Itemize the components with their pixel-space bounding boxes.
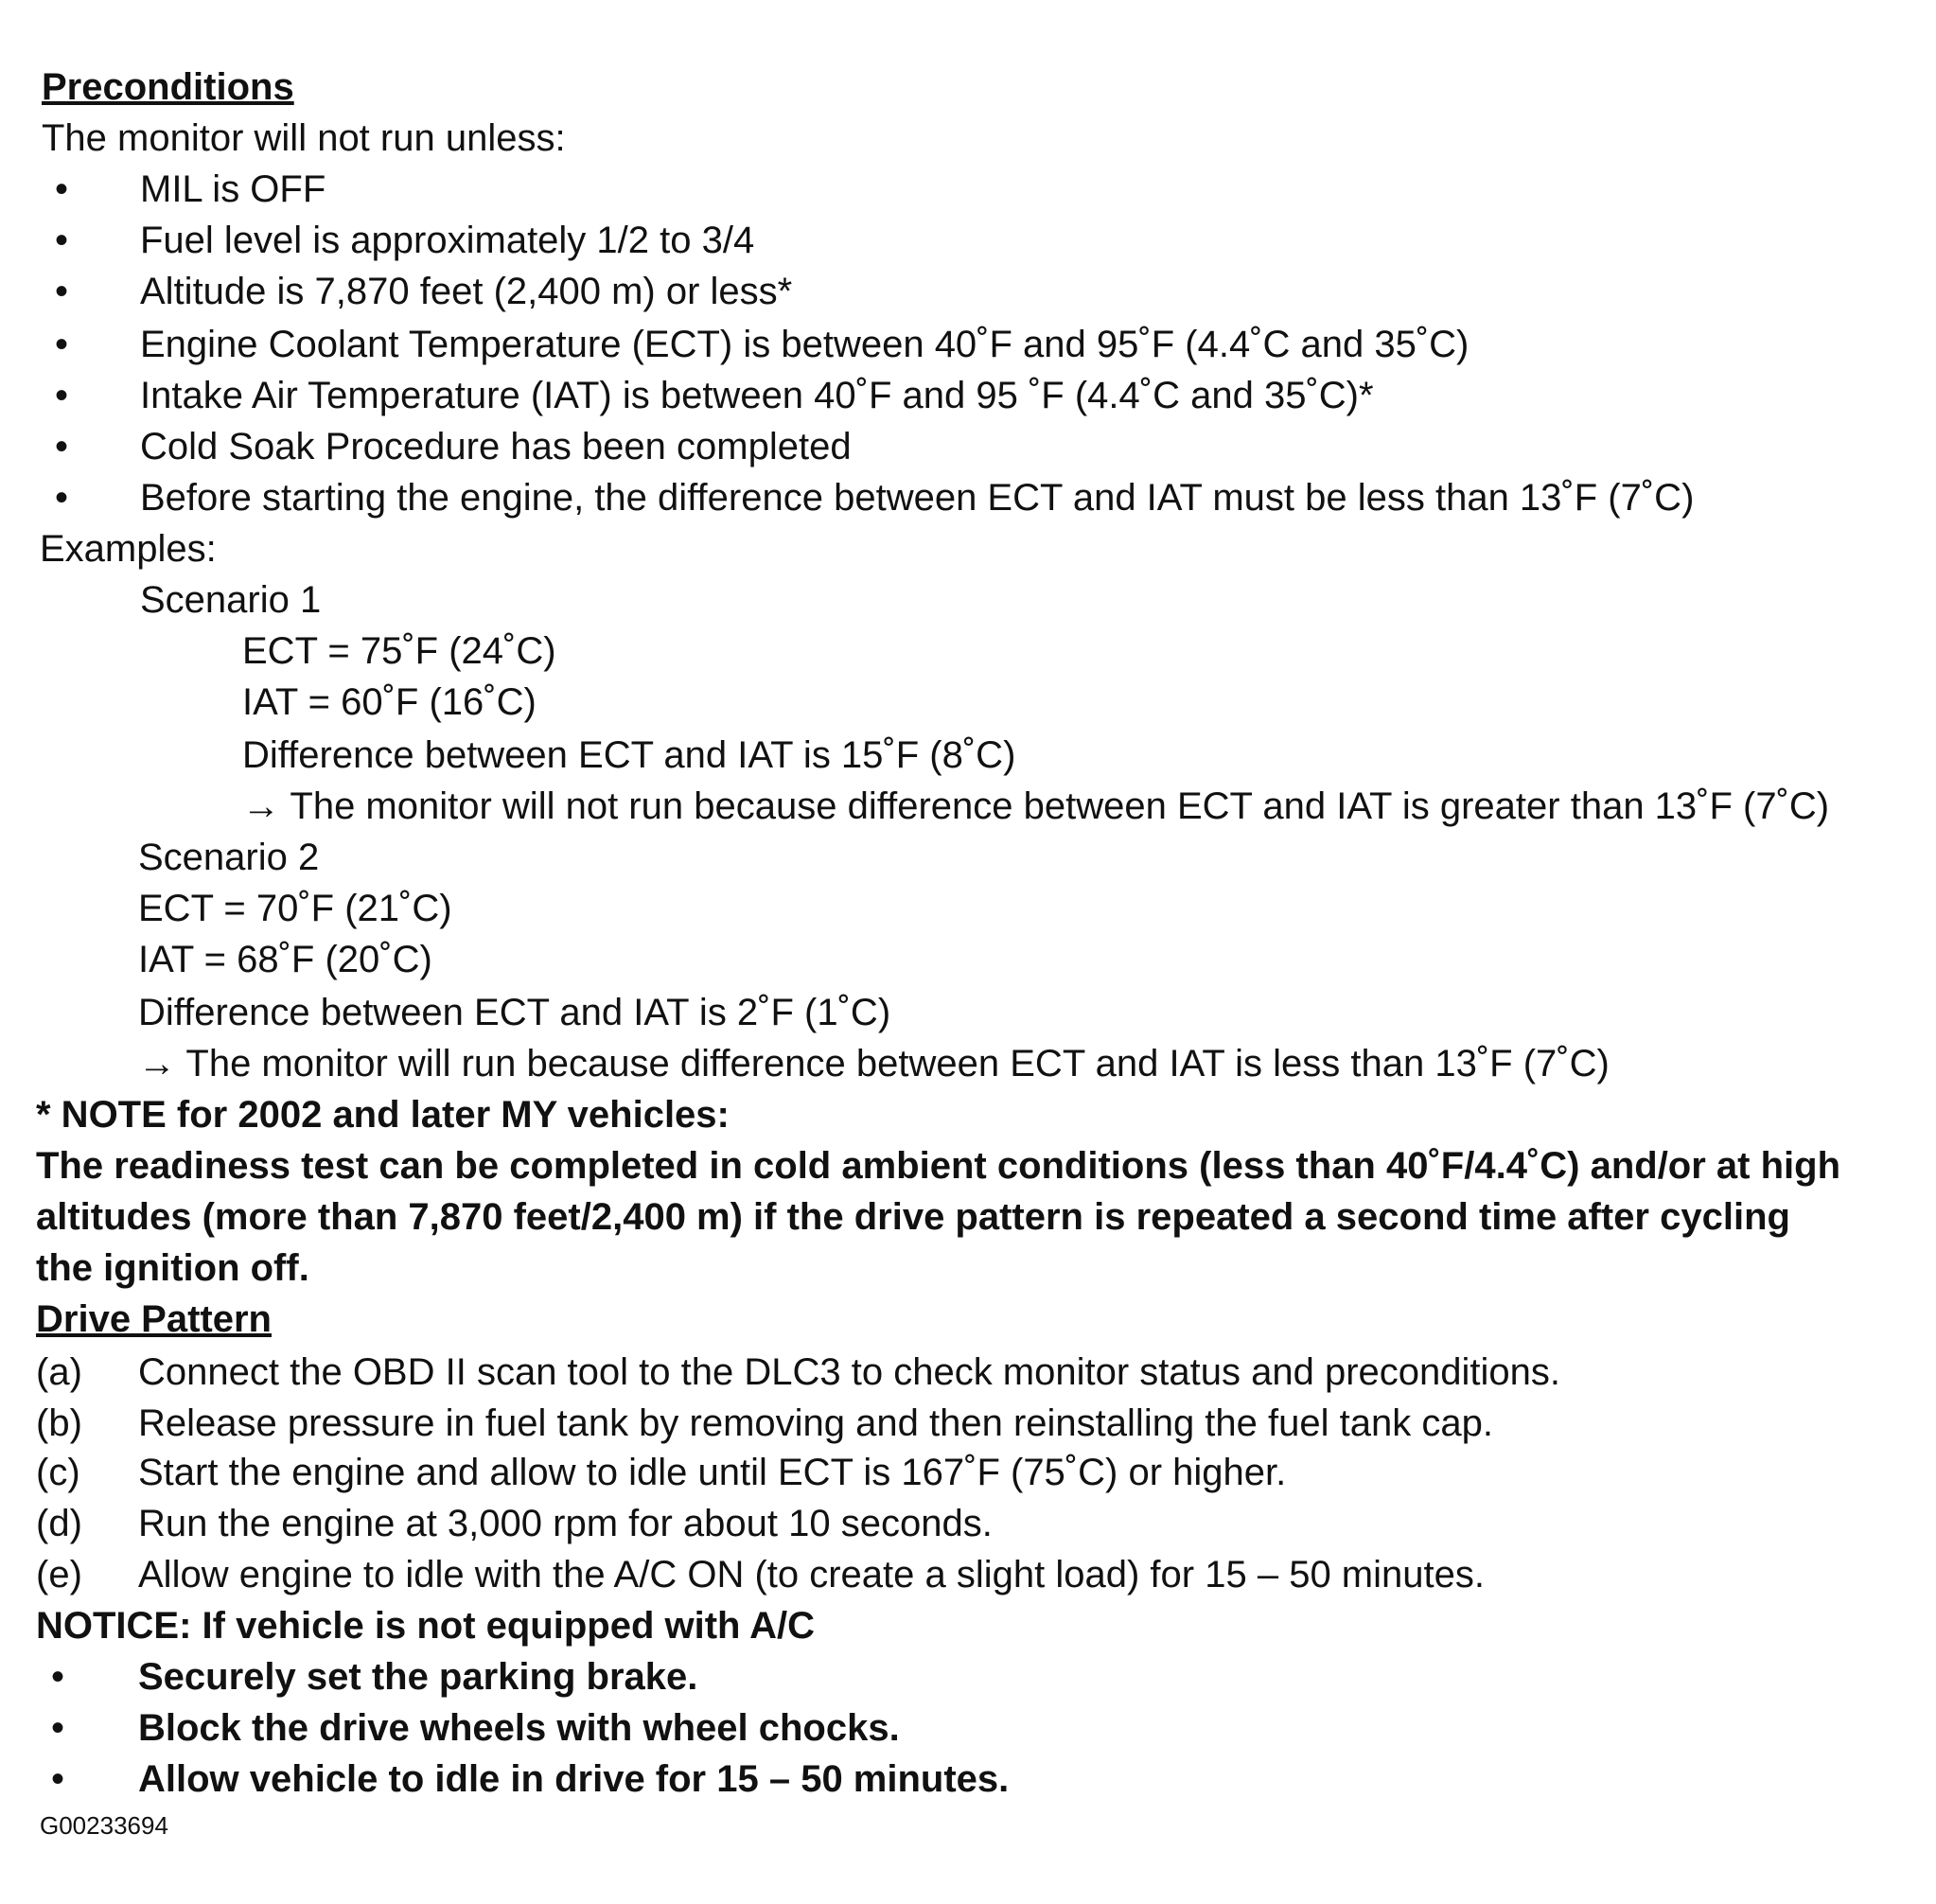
step-label: (d) [36,1503,82,1544]
scenario2-ect: ECT = 70˚F (21˚C) [138,888,452,929]
precondition-item: Fuel level is approximately 1/2 to 3/4 [140,220,755,261]
scenario2-difference: Difference between ECT and IAT is 2˚F (1˚C) [138,992,891,1033]
figure-code: G00233694 [40,1811,168,1840]
bullet-icon: • [51,1656,65,1698]
scenario1-title: Scenario 1 [140,579,322,621]
preconditions-heading: Preconditions [42,66,294,108]
precondition-item: Cold Soak Procedure has been completed [140,426,852,467]
notice-item: Block the drive wheels with wheel chocks. [138,1707,900,1749]
precondition-item: MIL is OFF [140,168,326,210]
bullet-icon: • [55,324,69,365]
bullet-icon: • [55,168,69,210]
step-text: Allow engine to idle with the A/C ON (to create a slight load) for 15 – 50 minutes. [138,1554,1485,1595]
bullet-icon: • [55,271,69,312]
preconditions-intro: The monitor will not run unless: [42,117,566,159]
notice-item: Securely set the parking brake. [138,1656,698,1698]
note-line: The readiness test can be completed in cold ambient conditions (less than 40˚F/4.4˚C) and/or at high [36,1145,1841,1187]
scenario2-result: → The monitor will run because difference between ECT and IAT is less than 13˚F (7˚C) [138,1043,1610,1084]
drive-pattern-heading: Drive Pattern [36,1298,272,1340]
scenario1-result: → The monitor will not run because difference between ECT and IAT is greater than 13˚F (7˚C) [242,785,1830,827]
scenario1-iat: IAT = 60˚F (16˚C) [242,681,537,723]
step-text: Start the engine and allow to idle until ECT is 167˚F (75˚C) or higher. [138,1452,1287,1493]
bullet-icon: • [51,1758,65,1800]
notice-title: NOTICE: If vehicle is not equipped with A/C [36,1605,816,1647]
scenario1-difference: Difference between ECT and IAT is 15˚F (8˚C) [242,734,1016,776]
precondition-item: Engine Coolant Temperature (ECT) is between 40˚F and 95˚F (4.4˚C and 35˚C) [140,324,1470,365]
note-line: the ignition off. [36,1247,309,1289]
examples-label: Examples: [40,528,217,570]
precondition-item: Altitude is 7,870 feet (2,400 m) or less* [140,271,793,312]
step-text: Run the engine at 3,000 rpm for about 10 seconds. [138,1503,993,1544]
precondition-item: Intake Air Temperature (IAT) is between 40˚F and 95 ˚F (4.4˚C and 35˚C)* [140,375,1374,416]
step-label: (e) [36,1554,82,1595]
scenario2-iat: IAT = 68˚F (20˚C) [138,939,432,980]
notice-item: Allow vehicle to idle in drive for 15 – 50 minutes. [138,1758,1010,1800]
step-label: (c) [36,1452,80,1493]
scenario2-title: Scenario 2 [138,837,320,878]
bullet-icon: • [51,1707,65,1749]
precondition-item: Before starting the engine, the difference between ECT and IAT must be less than 13˚F (7˚C) [140,477,1695,519]
bullet-icon: • [55,426,69,467]
bullet-icon: • [55,220,69,261]
scenario1-ect: ECT = 75˚F (24˚C) [242,630,556,672]
step-text: Release pressure in fuel tank by removing and then reinstalling the fuel tank cap. [138,1402,1493,1444]
step-text: Connect the OBD II scan tool to the DLC3 to check monitor status and preconditions. [138,1351,1561,1393]
step-label: (a) [36,1351,82,1393]
bullet-icon: • [55,375,69,416]
note-title: * NOTE for 2002 and later MY vehicles: [36,1094,730,1136]
step-label: (b) [36,1402,82,1444]
note-line: altitudes (more than 7,870 feet/2,400 m) if the drive pattern is repeated a second time after cycling [36,1196,1790,1238]
bullet-icon: • [55,477,69,519]
